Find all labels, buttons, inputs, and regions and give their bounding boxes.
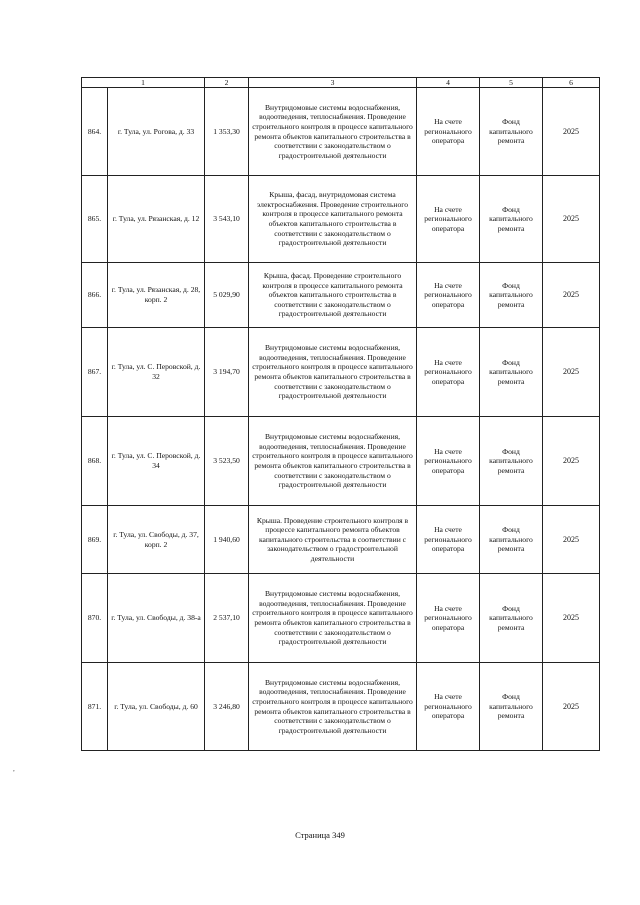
account-cell: На счете регионального оператора — [417, 574, 480, 663]
column-number-row — [82, 78, 600, 88]
works-cell: Крыша. Проведение строительного контроля в процессе капитального ремонта объектов капитального строительства в соответствии с законодательством о градостроительной деятельности — [249, 506, 417, 574]
table-row — [82, 263, 600, 328]
address-cell: г. Тула, ул. Свободы, д. 37, корп. 2 — [108, 506, 205, 574]
table-row — [82, 328, 600, 417]
address-cell: г. Тула, ул. Рязанская, д. 28, корп. 2 — [108, 263, 205, 328]
fund-cell: Фонд капитального ремонта — [480, 663, 543, 751]
works-cell: Крыша, фасад, внутридомовая система электроснабжения. Проведение строительного контроля в процессе капитального ремонта объектов капитального строительства в соответствии с законодательством о градостроительной деятельности — [249, 176, 417, 263]
column-header: 3 — [249, 78, 417, 88]
year-cell: 2025 — [543, 263, 600, 328]
account-cell: На счете регионального оператора — [417, 176, 480, 263]
table-row — [82, 88, 600, 176]
account-cell: На счете регионального оператора — [417, 263, 480, 328]
row-number: 870. — [82, 574, 108, 663]
row-number: 866. — [82, 263, 108, 328]
fund-cell: Фонд капитального ремонта — [480, 328, 543, 417]
account-cell: На счете регионального оператора — [417, 328, 480, 417]
column-header: 6 — [543, 78, 600, 88]
area-cell: 3 543,10 — [205, 176, 249, 263]
area-cell: 3 194,70 — [205, 328, 249, 417]
address-cell: г. Тула, ул. Рогова, д. 33 — [108, 88, 205, 176]
row-number: 871. — [82, 663, 108, 751]
fund-cell: Фонд капитального ремонта — [480, 88, 543, 176]
table-row — [82, 663, 600, 751]
column-header: 4 — [417, 78, 480, 88]
address-cell: г. Тула, ул. Рязанская, д. 12 — [108, 176, 205, 263]
column-header: 2 — [205, 78, 249, 88]
year-cell: 2025 — [543, 176, 600, 263]
works-cell: Внутридомовые системы водоснабжения, водоотведения, теплоснабжения. Проведение строительного контроля в процессе капитального ремонта объектов капитального строительства в соответствии с законодательством о градостроительной деятельности — [249, 88, 417, 176]
row-number: 868. — [82, 417, 108, 506]
row-number: 864. — [82, 88, 108, 176]
address-cell: г. Тула, ул. Свободы, д. 38-а — [108, 574, 205, 663]
year-cell: 2025 — [543, 663, 600, 751]
fund-cell: Фонд капитального ремонта — [480, 506, 543, 574]
row-number: 867. — [82, 328, 108, 417]
row-number: 869. — [82, 506, 108, 574]
fund-cell: Фонд капитального ремонта — [480, 176, 543, 263]
column-header: 5 — [480, 78, 543, 88]
area-cell: 3 246,80 — [205, 663, 249, 751]
address-cell: г. Тула, ул. С. Перовской, д. 34 — [108, 417, 205, 506]
area-cell: 1 353,30 — [205, 88, 249, 176]
year-cell: 2025 — [543, 417, 600, 506]
fund-cell: Фонд капитального ремонта — [480, 417, 543, 506]
works-cell: Внутридомовые системы водоснабжения, водоотведения, теплоснабжения. Проведение строительного контроля в процессе капитального ремонта объектов капитального строительства в соответствии с законодательством о градостроительной деятельности — [249, 574, 417, 663]
works-cell: Внутридомовые системы водоснабжения, водоотведения, теплоснабжения. Проведение строительного контроля в процессе капитального ремонта объектов капитального строительства в соответствии с законодательством о градостроительной деятельности — [249, 417, 417, 506]
page-number: Страница 349 — [295, 830, 345, 840]
table-row — [82, 176, 600, 263]
account-cell: На счете регионального оператора — [417, 417, 480, 506]
works-cell: Внутридомовые системы водоснабжения, водоотведения, теплоснабжения. Проведение строительного контроля в процессе капитального ремонта объектов капитального строительства в соответствии с законодательством о градостроительной деятельности — [249, 663, 417, 751]
table-row — [82, 417, 600, 506]
table-row — [82, 574, 600, 663]
area-cell: 1 940,60 — [205, 506, 249, 574]
address-cell: г. Тула, ул. С. Перовской, д. 32 — [108, 328, 205, 417]
account-cell: На счете регионального оператора — [417, 663, 480, 751]
row-number: 865. — [82, 176, 108, 263]
fund-cell: Фонд капитального ремонта — [480, 574, 543, 663]
address-cell: г. Тула, ул. Свободы, д. 60 — [108, 663, 205, 751]
area-cell: 5 029,90 — [205, 263, 249, 328]
year-cell: 2025 — [543, 506, 600, 574]
year-cell: 2025 — [543, 328, 600, 417]
column-header: 1 — [82, 78, 205, 88]
works-cell: Крыша, фасад. Проведение строительного контроля в процессе капитального ремонта объектов капитального строительства в соответствии с законодательством о градостроительной деятельности — [249, 263, 417, 328]
account-cell: На счете регионального оператора — [417, 506, 480, 574]
year-cell: 2025 — [543, 574, 600, 663]
year-cell: 2025 — [543, 88, 600, 176]
fund-cell: Фонд капитального ремонта — [480, 263, 543, 328]
account-cell: На счете регионального оператора — [417, 88, 480, 176]
scan-artifact: , — [13, 765, 15, 773]
table-row — [82, 506, 600, 574]
works-cell: Внутридомовые системы водоснабжения, водоотведения, теплоснабжения. Проведение строительного контроля в процессе капитального ремонта объектов капитального строительства в соответствии с законодательством о градостроительной деятельности — [249, 328, 417, 417]
area-cell: 2 537,10 — [205, 574, 249, 663]
capital-repair-table — [81, 77, 600, 751]
area-cell: 3 523,50 — [205, 417, 249, 506]
